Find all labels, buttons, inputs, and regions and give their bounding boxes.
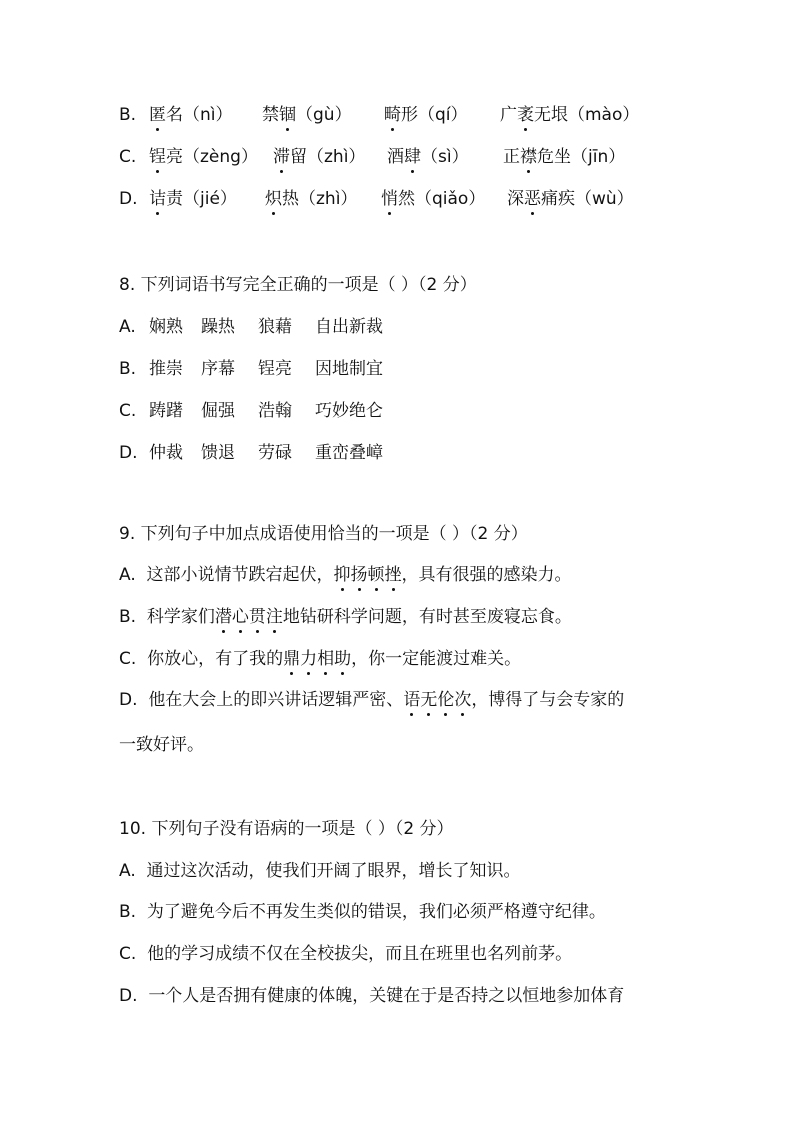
pinyin-item: 广袤无垠（mào） <box>500 105 640 125</box>
option-letter: A. <box>119 317 136 337</box>
q9-option-a <box>119 563 572 587</box>
option-letter: B. <box>119 902 137 922</box>
dotted-idiom <box>334 565 402 585</box>
sentence-pre: 你放心，有了我的 <box>147 649 284 669</box>
q10-option-c <box>119 942 572 966</box>
option-letter: B. <box>119 607 137 627</box>
q9-option-d <box>119 688 624 712</box>
dotted-char: 心 <box>231 607 249 627</box>
sentence-post: 地钻研科学问题，有时甚至废寝忘食。 <box>282 607 572 627</box>
q10-option-b <box>119 900 606 924</box>
option-letter: C. <box>119 944 137 964</box>
option-text: 为了避免今后不再发生类似的错误，我们必须严格遵守纪律。 <box>146 902 606 922</box>
word: 狼藉 <box>258 317 292 337</box>
word: 躁热 <box>201 317 235 337</box>
option-letter: C. <box>119 401 137 421</box>
q10-option-a <box>119 859 521 883</box>
word: 因地制宜 <box>315 359 383 379</box>
option-letter: A. <box>119 861 136 881</box>
word: 巧妙绝仑 <box>315 401 383 421</box>
word: 推崇 <box>149 359 183 379</box>
q9-option-b <box>119 605 572 629</box>
word: 自出新裁 <box>315 317 383 337</box>
option-letter: C. <box>119 649 137 669</box>
word: 馈退 <box>201 443 235 463</box>
dotted-idiom <box>403 690 471 710</box>
sentence-post: ，你一定能渡过难关。 <box>351 649 522 669</box>
word: 娴熟 <box>149 317 183 337</box>
pinyin-item: 悄然（qiǎo） <box>381 189 486 209</box>
dotted-char: 无 <box>420 690 438 710</box>
word: 劳碌 <box>258 443 292 463</box>
dotted-char: 抑 <box>333 565 351 585</box>
dotted-char: 力 <box>300 649 318 669</box>
word: 序幕 <box>201 359 235 379</box>
sentence-pre: 科学家们 <box>146 607 215 627</box>
dotted-char: 伦 <box>437 690 455 710</box>
q10-stem: 10. 下列句子没有语病的一项是（ ）（2 分） <box>119 819 454 839</box>
pinyin-item: 匿名（nì） <box>149 105 233 125</box>
pinyin-item: 诘责（jié） <box>149 189 237 209</box>
pinyin-item: 深恶痛疾（wù） <box>507 189 634 209</box>
q9-option-c <box>119 647 521 671</box>
q9-stem: 9. 下列句子中加点成语使用恰当的一项是（ ）（2 分） <box>119 524 528 544</box>
option-letter: D. <box>119 189 138 209</box>
option-text: 一个人是否拥有健康的体魄，关键在于是否持之以恒地参加体育 <box>148 986 625 1006</box>
q8-stem: 8. 下列词语书写完全正确的一项是（ ）（2 分） <box>119 275 477 295</box>
dotted-idiom <box>215 607 283 627</box>
option-text: 他的学习成绩不仅在全校拔尖，而且在班里也名列前茅。 <box>147 944 573 964</box>
sentence-pre: 这部小说情节跌宕起伏， <box>146 565 334 585</box>
dotted-char: 相 <box>317 649 335 669</box>
dotted-char: 贯 <box>248 607 266 627</box>
word: 倔强 <box>201 401 235 421</box>
dotted-char: 扬 <box>350 565 368 585</box>
dotted-char: 次 <box>454 690 472 710</box>
pinyin-item: 禁锢（gù） <box>262 105 352 125</box>
word: 重峦叠嶂 <box>315 443 383 463</box>
dotted-char: 注 <box>265 607 283 627</box>
q10-option-d <box>119 984 624 1008</box>
option-letter: B. <box>119 359 137 379</box>
option-letter: D. <box>119 986 138 1006</box>
option-text: 通过这次活动，使我们开阔了眼界，增长了知识。 <box>146 861 521 881</box>
sentence-post: ，博得了与会专家的 <box>471 690 625 710</box>
pinyin-item: 锃亮（zèng） <box>149 147 258 167</box>
dotted-char: 助 <box>334 649 352 669</box>
pinyin-item: 滞留（zhì） <box>273 147 366 167</box>
option-letter: A. <box>119 565 136 585</box>
dotted-char: 潜 <box>214 607 232 627</box>
sentence-post: ，具有很强的感染力。 <box>401 565 572 585</box>
word: 锃亮 <box>258 359 292 379</box>
q9-option-d-continuation: 一致好评。 <box>119 735 204 755</box>
option-letter: D. <box>119 443 138 463</box>
word: 仲裁 <box>149 443 183 463</box>
pinyin-item: 正襟危坐（jīn） <box>503 147 626 167</box>
word: 踌躇 <box>149 401 183 421</box>
dotted-char: 语 <box>403 690 421 710</box>
sentence-pre: 他在大会上的即兴讲话逻辑严密、 <box>148 690 404 710</box>
dotted-idiom <box>283 649 351 669</box>
dotted-char: 顿 <box>367 565 385 585</box>
pinyin-item: 炽热（zhì） <box>265 189 358 209</box>
word: 浩翰 <box>258 401 292 421</box>
option-letter: B. <box>119 105 137 125</box>
dotted-char: 挫 <box>384 565 402 585</box>
dotted-char: 鼎 <box>283 649 301 669</box>
option-letter: D. <box>119 690 138 710</box>
option-letter: C. <box>119 147 137 167</box>
pinyin-item: 酒肆（sì） <box>387 147 469 167</box>
pinyin-item: 畸形（qí） <box>384 105 468 125</box>
